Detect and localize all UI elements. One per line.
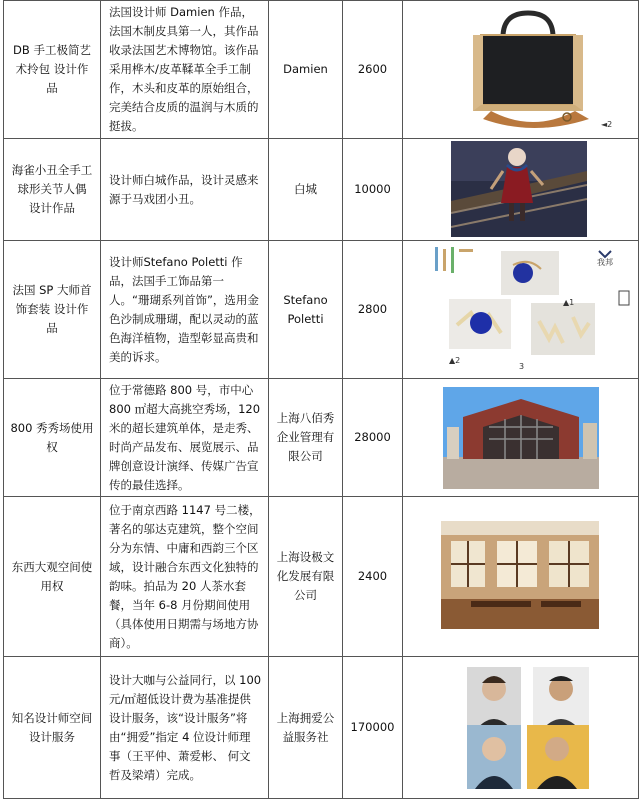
image-marker: ▲2 [449,356,461,365]
table-row [4,657,639,799]
item-description: 位于南京西路 1147 号二楼，著名的邬达克建筑，整个空间分为东情、中庸和西韵三个区域，设计融合东西文化独特的韵味。拍品为 20 人茶水套餐，当年 6-8 月份期间使用（具体使用日期需与场地方协商）。 [101,497,269,657]
leather-bag-image [463,7,593,131]
image-label: 我邦 [597,258,613,267]
image-marker: ◄2 [601,120,613,129]
item-image-cell [403,1,639,139]
item-description: 设计大咖与公益同行，以 100 元/㎡超低设计费为基准提供设计服务，该“设计服务”将由“拥爱”指定 4 位设计师理事（王平仲、萧爱彬、 何文哲及梁靖）完成。 [101,657,269,799]
item-description: 位于常德路 800 号，市中心 800 ㎡超大高挑空秀场，120 米的超长建筑单体，是走秀、时尚产品发布、展览展示、品牌创意设计演绎、传媒广告宣传的最佳选择。 [101,379,269,497]
item-image-cell [403,379,639,497]
item-price: 2600 [343,1,403,139]
item-price: 10000 [343,139,403,241]
item-owner: 上海八佰秀企业管理有限公司 [269,379,343,497]
item-image-cell [403,241,639,379]
item-name: 东西大观空间使用权 [4,497,101,657]
venue-building-image [443,387,599,489]
item-owner: Stefano Poletti [269,241,343,379]
image-marker: 3 [519,362,525,371]
item-price: 2400 [343,497,403,657]
table-row [4,379,639,497]
item-image-cell [403,139,639,241]
table-row [4,1,639,139]
item-description: 法国设计师 Damien 作品，法国木制皮具第一人，其作品收录法国艺术博物馆。该作品采用桦木/皮革鞣革全手工制作，木头和皮革的原始组合，完美结合皮质的温润与木质的挺拔。 [101,1,269,139]
table-row [4,139,639,241]
item-image-cell [403,497,639,657]
image-marker: ▲1 [563,298,575,307]
item-name: 海雀小丑全手工球形关节人偶 设计作品 [4,139,101,241]
item-owner: 白城 [269,139,343,241]
auction-lot-table [3,0,639,799]
item-name: 法国 SP 大师首饰套装 设计作品 [4,241,101,379]
table-row [4,497,639,657]
item-price: 170000 [343,657,403,799]
item-price: 28000 [343,379,403,497]
item-owner: 上海设极文化发展有限公司 [269,497,343,657]
item-name: DB 手工极简艺术拎包 设计作品 [4,1,101,139]
item-price: 2800 [343,241,403,379]
clown-puppet-image [451,141,587,237]
item-owner: 上海拥爱公益服务社 [269,657,343,799]
table-row [4,241,639,379]
designer-portraits-image [463,663,593,793]
item-image-cell [403,657,639,799]
item-owner: Damien [269,1,343,139]
item-name: 800 秀秀场使用权 [4,379,101,497]
item-description: 设计师白城作品，设计灵感来源于马戏团小丑。 [101,139,269,241]
tea-room-image [441,521,599,629]
item-name: 知名设计师空间设计服务 [4,657,101,799]
item-description: 设计师Stefano Poletti 作品，法国手工饰品第一人。“珊瑚系列首饰”，选用金色沙制成珊瑚，配以灵动的蓝色海洋植物，造型彰显高贵和美的诉求。 [101,241,269,379]
